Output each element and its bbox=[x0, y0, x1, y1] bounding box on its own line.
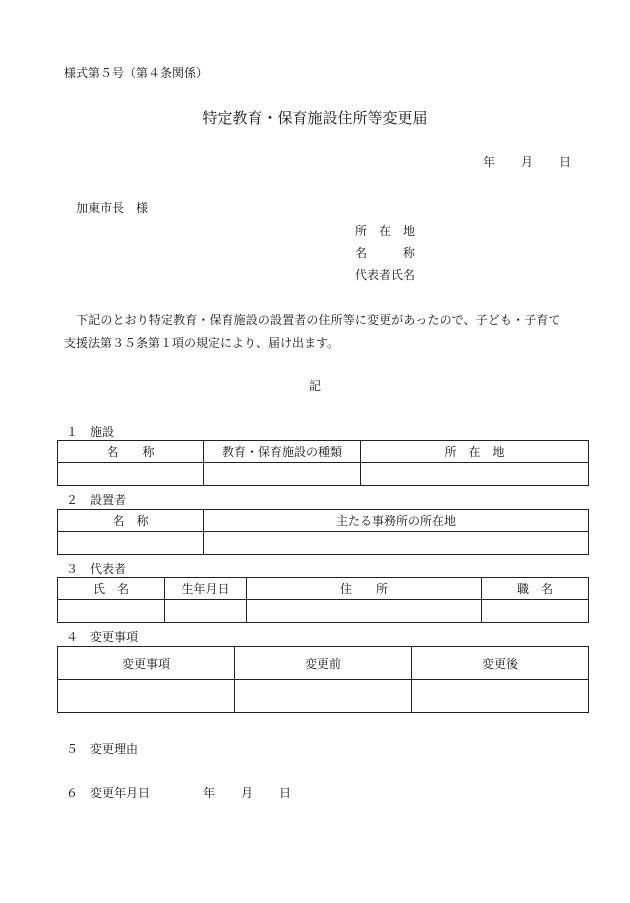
founder-table bbox=[57, 509, 589, 555]
change-after-header: 変更後 bbox=[412, 647, 589, 680]
section-1-heading: １ 施設 bbox=[66, 425, 115, 439]
change-item-header: 変更事項 bbox=[58, 647, 235, 680]
founder-name-header: 名 称 bbox=[58, 510, 204, 532]
section-5-heading: ５ 変更理由 bbox=[66, 742, 139, 756]
founder-name-cell[interactable] bbox=[58, 532, 204, 555]
form-number: 様式第５号（第４条関係） bbox=[64, 66, 209, 80]
section-3-heading: ３ 代表者 bbox=[66, 562, 127, 576]
facility-type-header: 教育・保育施設の種類 bbox=[204, 441, 361, 463]
change-date-year-label: 年 bbox=[203, 786, 216, 800]
rep-address-header: 住 所 bbox=[247, 578, 482, 600]
change-item-cell[interactable] bbox=[58, 680, 235, 713]
representative-table bbox=[57, 577, 589, 623]
facility-location-cell[interactable] bbox=[361, 463, 589, 486]
addressee: 加東市長 様 bbox=[76, 201, 149, 215]
change-after-cell[interactable] bbox=[412, 680, 589, 713]
date-day-label: 日 bbox=[559, 155, 572, 169]
facility-location-header: 所 在 地 bbox=[361, 441, 589, 463]
representative-label: 代表者氏名 bbox=[355, 268, 416, 282]
name-label: 名 称 bbox=[355, 246, 416, 260]
ki-heading: 記 bbox=[308, 379, 321, 393]
rep-address-cell[interactable] bbox=[247, 600, 482, 623]
rep-position-cell[interactable] bbox=[482, 600, 589, 623]
founder-office-cell[interactable] bbox=[204, 532, 589, 555]
date-year-label: 年 bbox=[483, 155, 496, 169]
facility-name-cell[interactable] bbox=[58, 463, 204, 486]
rep-position-header: 職 名 bbox=[482, 578, 589, 600]
section-2-heading: ２ 設置者 bbox=[66, 493, 127, 507]
rep-name-cell[interactable] bbox=[58, 600, 165, 623]
change-before-cell[interactable] bbox=[235, 680, 412, 713]
body-text-line-1: 下記のとおり特定教育・保育施設の設置者の住所等に変更があったので、子ども・子育て bbox=[64, 313, 561, 327]
changes-table bbox=[57, 646, 589, 713]
founder-office-header: 主たる事務所の所在地 bbox=[204, 510, 589, 532]
address-label: 所 在 地 bbox=[355, 224, 416, 238]
section-6-heading: ６ 変更年月日 bbox=[66, 786, 151, 800]
body-text-line-2: 支援法第３５条第１項の規定により、届け出ます。 bbox=[64, 336, 340, 350]
rep-name-header: 氏 名 bbox=[58, 578, 165, 600]
rep-birthdate-cell[interactable] bbox=[165, 600, 247, 623]
date-month-label: 月 bbox=[521, 155, 534, 169]
section-4-heading: ４ 変更事項 bbox=[66, 630, 139, 644]
facility-table bbox=[57, 440, 589, 486]
change-date-month-label: 月 bbox=[241, 786, 254, 800]
change-date-day-label: 日 bbox=[279, 786, 292, 800]
change-before-header: 変更前 bbox=[235, 647, 412, 680]
facility-type-cell[interactable] bbox=[204, 463, 361, 486]
page-title: 特定教育・保育施設住所等変更届 bbox=[202, 109, 428, 127]
rep-birthdate-header: 生年月日 bbox=[165, 578, 247, 600]
facility-name-header: 名 称 bbox=[58, 441, 204, 463]
